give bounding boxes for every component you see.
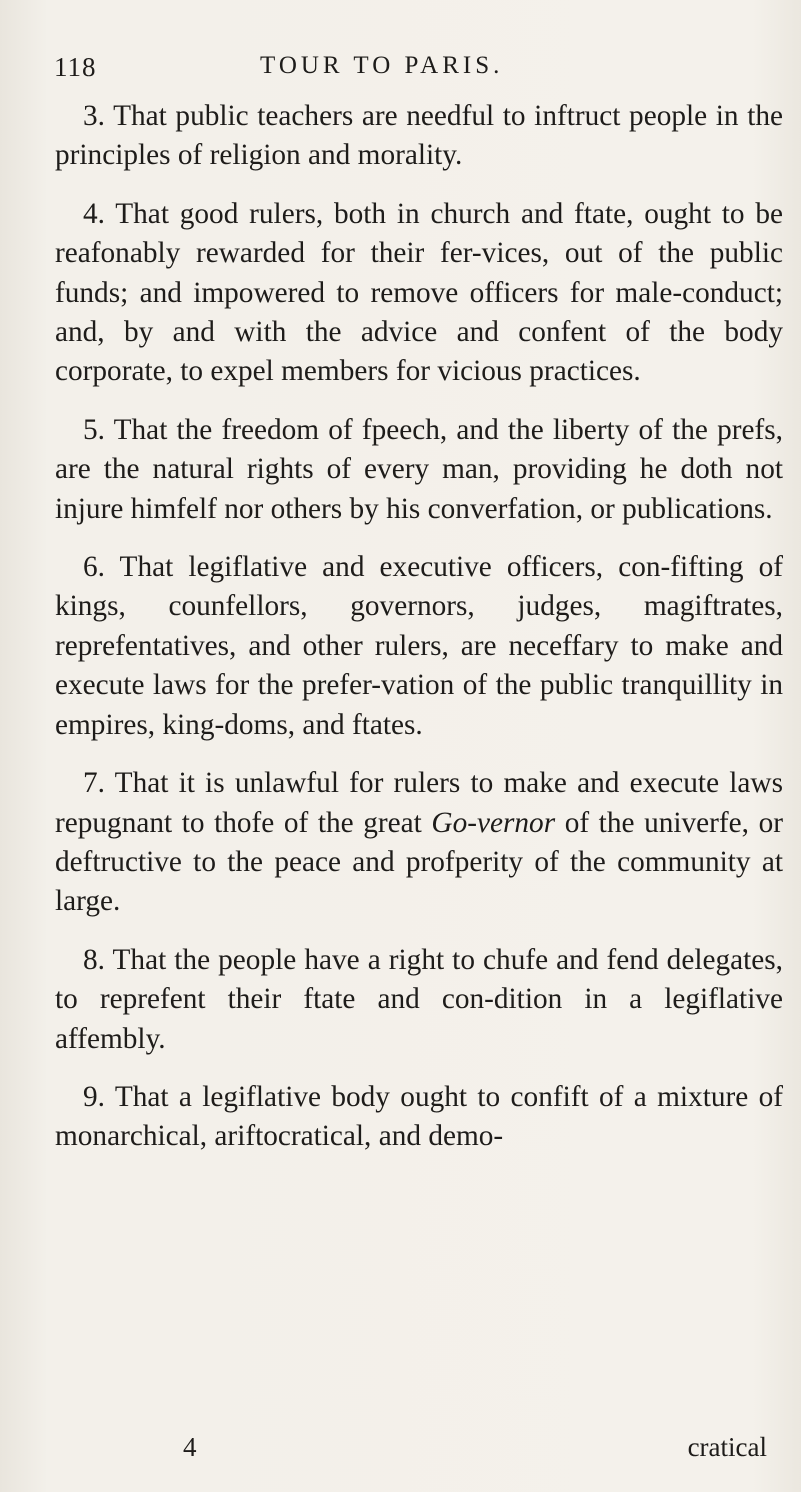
paragraph-number: 3.	[83, 100, 105, 132]
catchword: cratical	[687, 1432, 767, 1462]
signature-mark: 4	[183, 1432, 197, 1462]
paragraph-text: That legiflative and executive officers, con-fifting of kings, counfellors, governors, judges, magiftrates, reprefentatives, and other rulers, are neceffary to make and execute laws for the prefer-vation of the public tranquillity in empires, king-doms, and ftates.	[55, 551, 783, 741]
paragraph-3	[55, 97, 783, 176]
paragraph-number: 9.	[83, 1080, 105, 1113]
page-header	[54, 52, 774, 92]
paragraph-number: 4.	[83, 197, 105, 230]
paragraph-text-italic: Go-vernor	[431, 806, 556, 839]
paragraph-text: That the freedom of fpeech, and the liberty of the prefs, are the natural rights of every man, providing he doth not injure himfelf nor others by his converfation, or publications.	[55, 413, 783, 525]
paragraph-text-after: of the univerfe, or deftructive to the peace and profperity of the community at large.	[55, 806, 783, 918]
paragraph-number: 6.	[83, 551, 105, 584]
paragraph-number: 8.	[83, 943, 105, 976]
paragraph-number: 7.	[83, 767, 105, 800]
paragraph-5	[55, 411, 783, 529]
paragraph-text-before: That it is unlawful for rulers to make and execute laws repugnant to thofe of the great	[55, 767, 783, 839]
paragraph-6	[55, 548, 783, 745]
body-text	[55, 97, 783, 1176]
paragraph-9	[55, 1078, 783, 1157]
page-number: 118	[54, 52, 97, 82]
running-head: TOUR TO PARIS.	[260, 52, 504, 79]
paragraph-text: That a legiflative body ought to confift of a mixture of monarchical, ariftocratical, and demo-	[55, 1080, 784, 1153]
paragraph-text: That good rulers, both in church and ftate, ought to be reafonably rewarded for their fer-vices, out of the public funds; and impowered to remove officers for male-conduct; and, by and with the advice and confent of the body corporate, to expel members for vicious practices.	[55, 197, 783, 388]
paragraph-text: That public teachers are needful to inftruct people in the principles of religion and morality.	[55, 100, 783, 172]
paragraph-7	[55, 764, 783, 922]
paragraph-text: That the people have a right to chufe and fend delegates, to reprefent their ftate and con-dition in a legiflative affembly.	[55, 943, 783, 1055]
paragraph-number: 5.	[83, 413, 105, 446]
page-footer	[55, 1432, 767, 1472]
paragraph-4	[55, 195, 783, 392]
paragraph-8	[55, 941, 783, 1059]
